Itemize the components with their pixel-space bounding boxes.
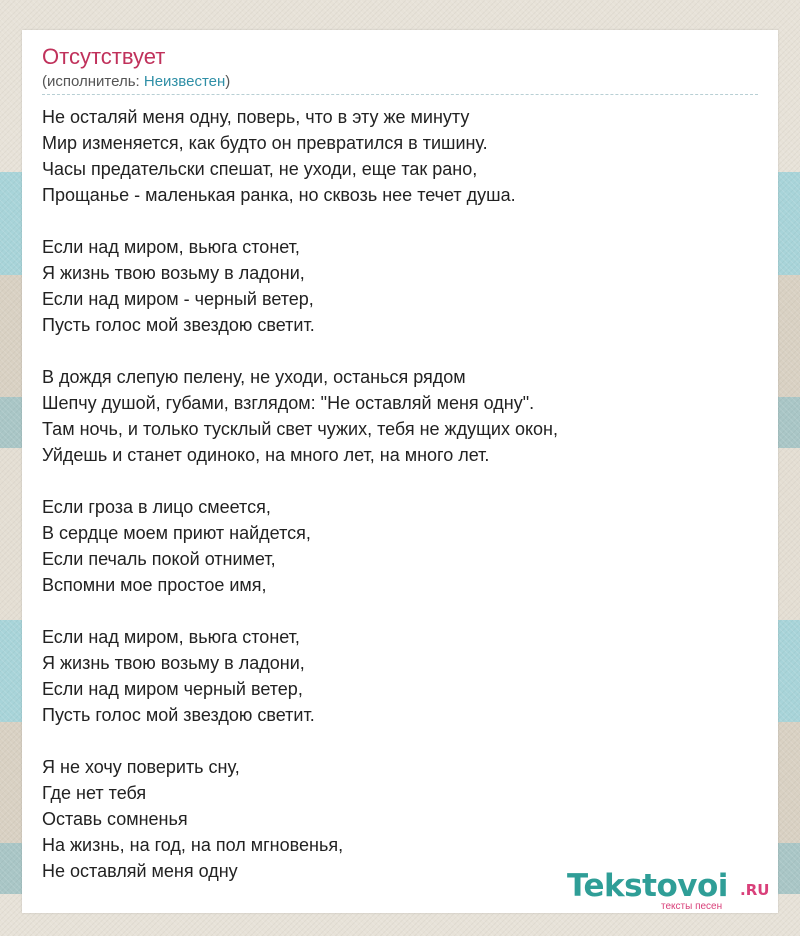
lyric-line: Если над миром, вьюга стонет, (42, 627, 300, 647)
lyric-line: Часы предательски спешат, не уходи, еще так рано, (42, 159, 478, 179)
stanza-gap (42, 208, 758, 234)
lyric-line: Уйдешь и станет одиноко, на много лет, на много лет. (42, 445, 490, 465)
logo-tagline: тексты песен (661, 901, 723, 912)
lyric-line: Вспомни мое простое имя, (42, 575, 267, 595)
lyric-line: Не оставляй меня одну (42, 861, 238, 881)
artist-link[interactable]: Неизвестен (143, 73, 226, 90)
lyric-line: В дождя слепую пелену, не уходи, останься рядом (42, 367, 466, 387)
lyric-line: Где нет тебя (42, 783, 147, 803)
lyric-line: Если над миром - черный ветер, (42, 289, 314, 309)
lyric-line: Оставь сомненья (42, 809, 188, 829)
lyric-line: Мир изменяется, как будто он превратился в тишину. (42, 133, 488, 153)
lyric-line: Я не хочу поверить сну, (42, 757, 240, 777)
lyric-line: Не осталяй меня одну, поверь, что в эту же минуту (42, 107, 470, 127)
song-header (42, 42, 758, 95)
lyric-line: Прощанье - маленькая ранка, но сквозь нее течет душа. (42, 185, 516, 205)
lyric-line: Я жизнь твою возьму в ладони, (42, 653, 305, 673)
logo-wordmark: Tekstovoi (567, 868, 728, 904)
stanza-gap (42, 468, 758, 494)
lyric-line: Шепчу душой, губами, взглядом: "Не оставляй меня одну". (42, 393, 535, 413)
lyric-line: Если над миром черный ветер, (42, 679, 303, 699)
stanza-gap (42, 598, 758, 624)
stanza-gap (42, 338, 758, 364)
lyric-line: Пусть голос мой звездою светит. (42, 705, 315, 725)
artist-suffix: ) (225, 73, 231, 90)
lyric-line: Пусть голос мой звездою светит. (42, 315, 315, 335)
lyrics-body (42, 104, 758, 884)
tekstovoi-logo[interactable] (567, 868, 777, 912)
lyric-line: Если гроза в лицо смеется, (42, 497, 271, 517)
artist-line (42, 72, 758, 95)
lyric-line: Я жизнь твою возьму в ладони, (42, 263, 305, 283)
lyric-line: Если печаль покой отнимет, (42, 549, 276, 569)
logo-domain: .RU (740, 881, 770, 899)
lyric-line: На жизнь, на год, на пол мгновенья, (42, 835, 344, 855)
lyric-line: Если над миром, вьюга стонет, (42, 237, 300, 257)
lyric-line: Там ночь, и только тусклый свет чужих, тебя не ждущих окон, (42, 419, 558, 439)
lyrics-card (22, 30, 778, 913)
artist-prefix: (исполнитель: (42, 73, 144, 90)
stanza-gap (42, 728, 758, 754)
lyric-line: В сердце моем приют найдется, (42, 523, 311, 543)
song-title: Отсутствует (42, 44, 166, 69)
